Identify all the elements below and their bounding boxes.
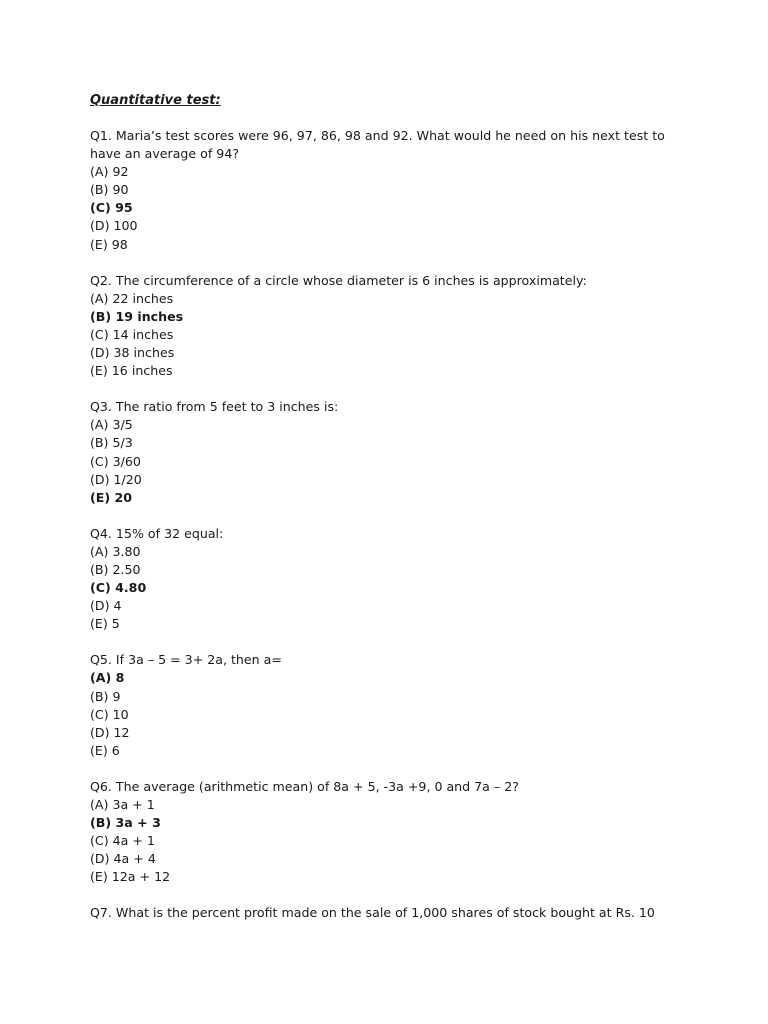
answer-option: (B) 2.50 bbox=[90, 561, 141, 577]
answer-option-correct: (B) 3a + 3 bbox=[90, 815, 161, 831]
answer-option: (A) 92 bbox=[90, 164, 129, 180]
answer-option: (D) 12 bbox=[90, 724, 130, 740]
question-block-3 bbox=[90, 398, 690, 507]
answer-option-correct: (E) 20 bbox=[90, 489, 133, 505]
question-text: Q2. The circumference of a circle whose diameter is 6 inches is approximately: bbox=[90, 272, 587, 288]
question-text: Q6. The average (arithmetic mean) of 8a + 5, -3a +9, 0 and 7a – 2? bbox=[90, 778, 519, 794]
question-block-7 bbox=[90, 904, 690, 922]
answer-options bbox=[90, 543, 690, 633]
answer-option: (C) 14 inches bbox=[90, 326, 174, 342]
question-list bbox=[90, 127, 690, 923]
answer-option: (D) 4 bbox=[90, 598, 122, 614]
question-block-2 bbox=[90, 272, 690, 381]
answer-option: (A) 3/5 bbox=[90, 417, 133, 433]
answer-option-correct: (A) 8 bbox=[90, 670, 125, 686]
answer-options bbox=[90, 416, 690, 506]
answer-option: (D) 1/20 bbox=[90, 471, 142, 487]
answer-option: (B) 5/3 bbox=[90, 435, 133, 451]
answer-option: (A) 3a + 1 bbox=[90, 797, 155, 812]
answer-option: (D) 4a + 4 bbox=[90, 851, 156, 867]
answer-option-correct: (C) 4.80 bbox=[90, 580, 147, 596]
answer-options bbox=[90, 290, 690, 380]
question-text: Q1. Maria’s test scores were 96, 97, 86, 98 and 92. What would he need on his next test to have an average of 94? bbox=[90, 128, 665, 162]
answer-option: (D) 100 bbox=[90, 218, 138, 234]
question-block-4 bbox=[90, 525, 690, 634]
answer-option: (C) 4a + 1 bbox=[90, 833, 155, 849]
answer-option: (E) 98 bbox=[90, 236, 128, 252]
answer-option-correct: (B) 19 inches bbox=[90, 308, 184, 324]
answer-option: (E) 12a + 12 bbox=[90, 869, 171, 885]
answer-option: (E) 6 bbox=[90, 742, 120, 758]
answer-option: (A) 22 inches bbox=[90, 290, 174, 306]
page-title: Quantitative test: bbox=[90, 93, 221, 108]
answer-option: (C) 10 bbox=[90, 706, 129, 722]
question-text: Q4. 15% of 32 equal: bbox=[90, 525, 224, 541]
answer-option: (C) 3/60 bbox=[90, 453, 141, 469]
question-block-6 bbox=[90, 778, 690, 887]
question-text: Q3. The ratio from 5 feet to 3 inches is: bbox=[90, 399, 339, 415]
answer-option: (E) 5 bbox=[90, 616, 120, 632]
question-block-5 bbox=[90, 651, 690, 760]
answer-option: (B) 9 bbox=[90, 688, 121, 704]
document-content bbox=[90, 91, 690, 941]
answer-option: (E) 16 inches bbox=[90, 363, 173, 379]
answer-options bbox=[90, 669, 690, 759]
answer-options bbox=[90, 796, 690, 886]
answer-option: (A) 3.80 bbox=[90, 543, 141, 559]
answer-option-correct: (C) 95 bbox=[90, 200, 133, 216]
answer-options bbox=[90, 163, 690, 253]
question-block-1 bbox=[90, 127, 690, 254]
title-spacer bbox=[90, 111, 690, 127]
answer-option: (B) 90 bbox=[90, 182, 129, 198]
question-text: Q5. If 3a – 5 = 3+ 2a, then a= bbox=[90, 652, 282, 668]
question-text: Q7. What is the percent profit made on the sale of 1,000 shares of stock bought at Rs. 10 bbox=[90, 905, 655, 921]
answer-option: (D) 38 inches bbox=[90, 345, 175, 361]
